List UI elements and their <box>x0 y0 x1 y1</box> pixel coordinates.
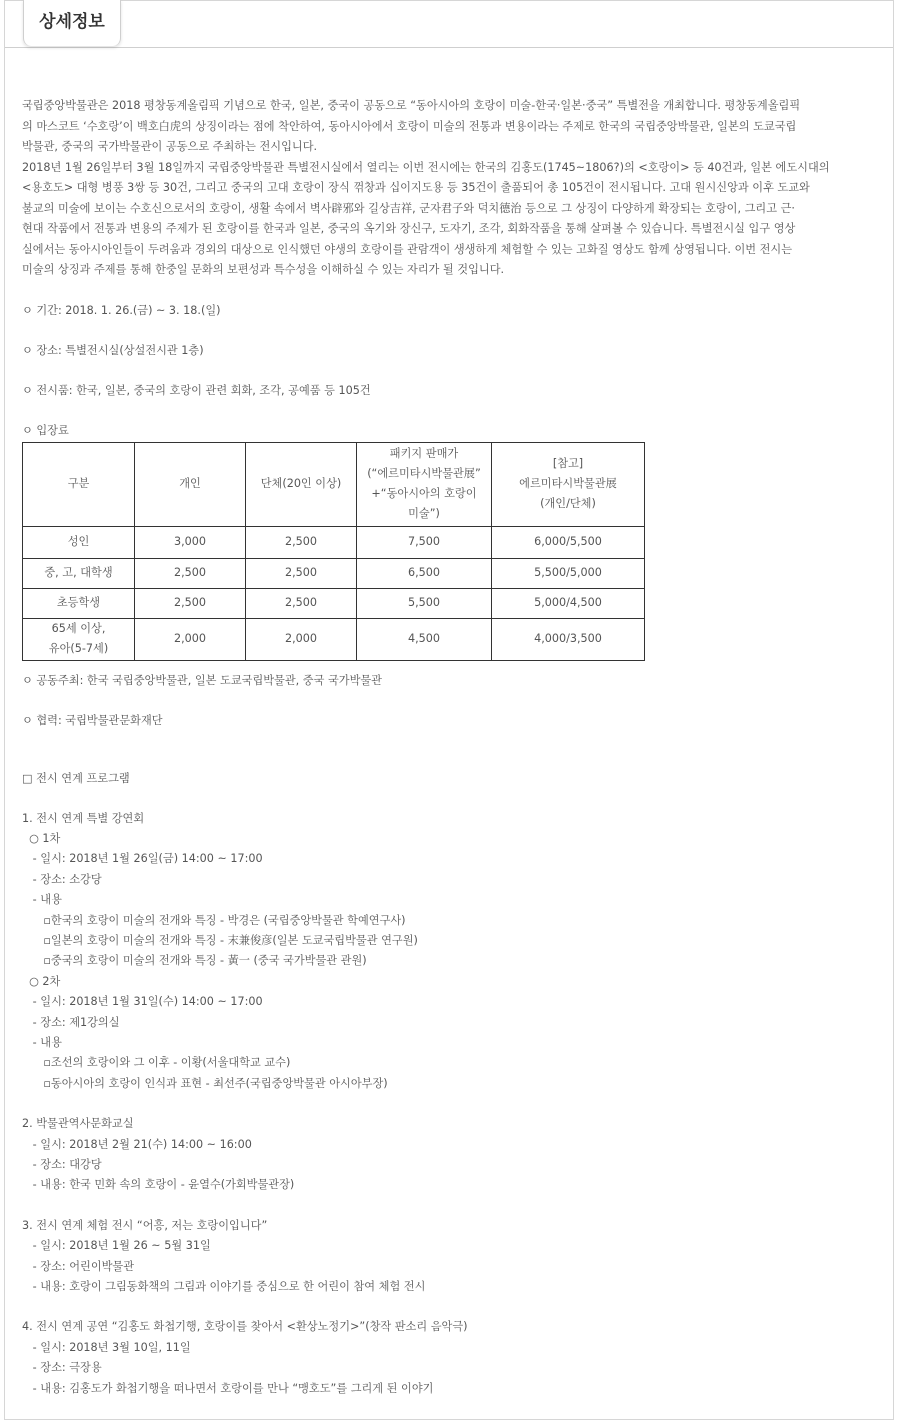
fee-table-row <box>23 588 645 618</box>
program-section <box>22 809 878 1115</box>
fee-table-cell: 4,500 <box>357 618 492 660</box>
program-line: - 장소: 제1강의실 <box>22 1015 120 1029</box>
program-line: ○ 1차 <box>22 831 61 845</box>
program-line: ○ 2차 <box>22 974 61 988</box>
intro-line: 2018년 1월 26일부터 3월 18일까지 국립중앙박물관 특별전시실에서 열리는 이번 전시에는 한국의 김홍도(1745~1806?)의 <호랑이> 등 40건과, 일본 에도시대의 <box>22 160 830 174</box>
intro-line: 박물관, 중국의 국가박물관이 공동으로 주최하는 전시입니다. <box>22 140 318 153</box>
program-line: ▫중국의 호랑이 미술의 전개와 특징 - 黃一 (중국 국가박물관 관원) <box>22 954 367 968</box>
fee-table-header-cell: [참고] 에르미타시박물관展 (개인/단체) <box>492 442 645 526</box>
fee-table-header-cell: 단체(20인 이상) <box>246 442 357 526</box>
program-line: ▫한국의 호랑이 미술의 전개와 특징 - 박경은 (국립중앙박물관 학예연구사) <box>22 913 406 927</box>
program-line: - 일시: 2018년 2월 21(수) 14:00 ~ 16:00 <box>22 1137 252 1151</box>
fee-table-row <box>23 558 645 588</box>
fee-table-cell: 7,500 <box>357 526 492 558</box>
fee-table-header-cell: 패키지 판매가 (“에르미타시박물관展” +“동아시아의 호랑이 미술”) <box>357 442 492 526</box>
program-line: - 내용: 호랑이 그림동화책의 그림과 이야기를 중심으로 한 어린이 참여 체험 전시 <box>22 1280 426 1294</box>
program-line: - 내용: 한국 민화 속의 호랑이 - 윤열수(가회박물관장) <box>22 1178 295 1192</box>
fee-table-cell: 65세 이상, 유아(5-7세) <box>23 618 135 660</box>
header-bar <box>5 1 893 48</box>
detail-content <box>22 96 878 1399</box>
program-line: ▫조선의 호랑이와 그 이후 - 이황(서울대학교 교수) <box>22 1056 291 1070</box>
intro-line: 미술의 상징과 주제를 통해 한중일 문화의 보편성과 특수성을 이해하실 수 있는 자리가 될 것입니다. <box>22 263 505 276</box>
cohost-text: ㅇ 공동주최: 한국 국립중앙박물관, 일본 도쿄국립박물관, 중국 국가박물관 <box>22 673 382 687</box>
fee-table-header-cell: 개인 <box>135 442 246 526</box>
fee-table-cell: 중, 고, 대학생 <box>23 558 135 588</box>
fee-table-row <box>23 618 645 660</box>
program-line: - 장소: 대강당 <box>22 1158 102 1171</box>
program-heading: 1. 전시 연계 특별 강연회 <box>22 811 145 825</box>
fee-table-cell: 2,500 <box>246 588 357 618</box>
fee-table-cell: 2,500 <box>135 558 246 588</box>
period-text: ㅇ 기간: 2018. 1. 26.(금) ~ 3. 18.(일) <box>22 303 221 317</box>
intro-line: 현대 작품에서 전통과 변용의 주제가 된 호랑이를 한국과 일본, 중국의 옥기와 장신구, 도자기, 조각, 회화작품을 통해 살펴볼 수 있습니다. 특별전시실 입구 영상 <box>22 222 796 235</box>
program-heading: 4. 전시 연계 공연 “김홍도 화첩기행, 호랑이를 찾아서 <환상노정기>”(창작 판소리 음악극) <box>22 1320 468 1334</box>
program-line: - 장소: 소강당 <box>22 872 102 886</box>
fee-table-row <box>23 526 645 558</box>
tab-detail-info[interactable] <box>23 0 121 46</box>
fee-table-cell: 5,000/4,500 <box>492 588 645 618</box>
program-line: - 일시: 2018년 1월 31일(수) 14:00 ~ 17:00 <box>22 995 263 1009</box>
program-line: - 일시: 2018년 1월 26일(금) 14:00 ~ 17:00 <box>22 852 263 866</box>
program-line: - 내용 <box>22 893 62 907</box>
program-heading: 3. 전시 연계 체험 전시 “어흥, 저는 호랑이입니다” <box>22 1218 268 1232</box>
fee-table-cell: 6,500 <box>357 558 492 588</box>
intro-line: 실에서는 동아시아인들이 두려움과 경외의 대상으로 인식했던 야생의 호랑이를 관람객이 생생하게 체험할 수 있는 고화질 영상도 함께 상영됩니다. 이번 전시는 <box>22 242 793 256</box>
program-line: ▫동아시아의 호랑이 인식과 표현 - 최선주(국립중앙박물관 아시아부장) <box>22 1076 388 1090</box>
exhibits-text: ㅇ 전시품: 한국, 일본, 중국의 호랑이 관련 회화, 조각, 공예품 등 105건 <box>22 383 371 397</box>
program-section <box>22 1216 878 1318</box>
fee-table-cell: 5,500/5,000 <box>492 558 645 588</box>
intro-line: 의 마스코트 ‘수호랑’이 백호白虎의 상징이라는 점에 착안하여, 동아시아에서 호랑이 미술의 전통과 변용이라는 주제로 한국의 국립중앙박물관, 일본의 도쿄국립 <box>22 119 797 133</box>
program-list <box>22 809 878 1400</box>
fee-table-header-cell: 구분 <box>23 442 135 526</box>
program-line: - 내용: 김홍도가 화첩기행을 떠나면서 호랑이를 만나 “맹호도”를 그리게 된 이야기 <box>22 1381 434 1395</box>
intro-text <box>22 96 878 281</box>
program-section <box>22 1114 878 1216</box>
intro-line: 불교의 미술에 보이는 수호신으로서의 호랑이, 생활 속에서 벽사辟邪와 길상吉祥, 군자君子와 덕치德治 등으로 그 상징이 다양하게 확장되는 호랑이, 그리고 근· <box>22 201 795 215</box>
fee-table-cell: 2,000 <box>135 618 246 660</box>
program-line: - 장소: 극장용 <box>22 1361 102 1375</box>
fee-table-header <box>23 442 645 526</box>
program-line: - 내용 <box>22 1035 62 1049</box>
fee-table-cell: 2,000 <box>246 618 357 660</box>
program-line: - 일시: 2018년 1월 26 ~ 5월 31일 <box>22 1239 211 1253</box>
fee-title: ㅇ 입장료 <box>22 423 69 437</box>
fee-table-cell: 4,000/3,500 <box>492 618 645 660</box>
fee-table-cell: 성인 <box>23 526 135 558</box>
fee-table-cell: 초등학생 <box>23 588 135 618</box>
fee-table-cell: 2,500 <box>246 558 357 588</box>
fee-table-cell: 2,500 <box>135 588 246 618</box>
program-section <box>22 1317 878 1399</box>
intro-line: 국립중앙박물관은 2018 평창동계올림픽 기념으로 한국, 일본, 중국이 공동으로 “동아시아의 호랑이 미술-한국·일본·중국” 특별전을 개최합니다. 평창동계올림픽 <box>22 99 801 112</box>
intro-line: <용호도> 대형 병풍 3쌍 등 30건, 그리고 중국의 고대 호랑이 장식 꺾창과 십이지도용 등 35건이 출품되어 총 105건이 전시됩니다. 고대 원시신앙과 이후 도교와 <box>22 181 810 194</box>
program-line: ▫일본의 호랑이 미술의 전개와 특징 - 末兼俊彦(일본 도쿄국립박물관 연구원) <box>22 933 418 947</box>
program-heading: 2. 박물관역사문화교실 <box>22 1117 134 1131</box>
program-title: □ 전시 연계 프로그램 <box>22 771 130 785</box>
tab-label: 상세정보 <box>39 12 105 32</box>
cooperation-text: ㅇ 협력: 국립박물관문화재단 <box>22 713 163 727</box>
fee-table-cell: 6,000/5,500 <box>492 526 645 558</box>
fee-table-cell: 3,000 <box>135 526 246 558</box>
place-text: ㅇ 장소: 특별전시실(상설전시관 1층) <box>22 343 204 357</box>
fee-table-cell: 5,500 <box>357 588 492 618</box>
program-line: - 장소: 어린이박물관 <box>22 1259 135 1273</box>
fee-table-cell: 2,500 <box>246 526 357 558</box>
program-line: - 일시: 2018년 3월 10일, 11일 <box>22 1340 191 1354</box>
fee-table <box>22 442 645 661</box>
